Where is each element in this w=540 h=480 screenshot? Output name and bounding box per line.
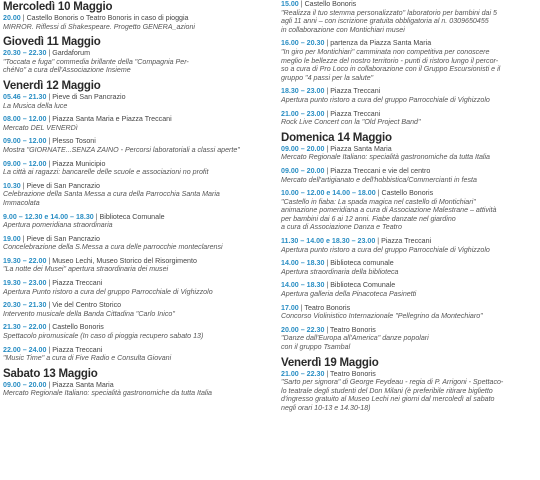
event-item [281,145,537,162]
event-meta [3,213,271,222]
event-meta [3,182,271,191]
event-place: Castello Bonoris [381,189,434,198]
event-place: Piazza Municipio [52,159,106,168]
event-place: Castello Bonoris [52,323,104,332]
event-time: 9.00 – 12.30 e 14.00 – 18.30 [3,212,94,221]
separator: | [324,144,331,153]
event-meta [3,93,271,102]
separator: | [46,279,53,288]
event-description-line: con il gruppo Tsambal [281,343,351,351]
event-time: 21.00 – 23.00 [281,109,325,118]
event-item [281,0,537,34]
separator: | [324,259,331,268]
event-description-line: negli orari 10-13 e 14.30-18) [281,403,371,412]
separator: | [46,115,53,124]
event-description-line: Mercato Regionale Italiano: specialità gastronomiche da tutta Italia [3,389,212,398]
event-time: 16.00 – 20.30 [281,39,325,48]
event-description-line: chéNo" a cura dell'Associazione Insieme [3,66,131,75]
separator: | [46,256,53,265]
separator: | [46,380,53,389]
event-item [281,237,537,254]
event-description-line: Apertura pomeridiana straordinaria [3,221,113,230]
event-place: Biblioteca Comunale [330,281,396,290]
event-meta [281,87,537,96]
event-description-line: Rock Live Concert con la "Old Project Band" [281,118,421,127]
event-meta [3,137,271,146]
event-place: Museo Lechi, Museo Storico del Risorgimento [52,256,197,265]
separator: | [20,181,27,190]
event-description-line: Apertura galleria della Pinacoteca Pasinetti [281,290,417,299]
event-time: 19.00 [3,234,21,243]
event-description-line: "Danze dall'Europa all'America" danze popolari [281,334,429,343]
event-meta [281,281,537,290]
event-place: Castello Bonoris o Teatro Bonoris in caso di pioggia [26,14,189,22]
event-item [281,167,537,184]
program-column-left [3,0,271,403]
event-item [281,110,537,127]
event-description-line: d'ingresso gratuito al Museo Lechi nei giorni dal mercoledì al sabato [281,395,495,404]
event-meta [281,304,537,313]
event-item [3,279,271,296]
separator: | [46,159,53,168]
event-description-line: per bambini dai 6 ai 12 anni. Fiabe danzate nel giardino [281,214,456,223]
separator: | [375,237,382,246]
event-description-line: Intervento musicale della Banda Cittadina "Carlo Inico" [3,309,175,318]
event-place: Pieve di San Pancrazio [52,92,126,101]
event-meta [281,370,537,379]
event-description-line: a cura di Associazione Danza e Teatro [281,223,402,232]
event-meta [3,115,271,124]
event-meta [281,110,537,119]
event-time: 09.00 – 12.00 [3,137,47,146]
event-meta [281,326,537,335]
event-item [281,370,537,413]
event-description-line: Celebrazione della Santa Messa a cura della Parrocchia Santa Maria [3,190,220,199]
event-description-line: Mercato dell'artigianato e dell'hobbistica/Commercianti in festa [281,175,477,184]
event-description-line: La città ai ragazzi: bancarelle delle scuole e associazioni no profit [3,168,209,177]
event-meta [281,237,537,246]
separator: | [46,49,53,58]
event-time: 11.30 – 14.00 e 18.30 – 23.00 [281,237,376,246]
event-description-line: so a cura di Pro Loco in collaborazione con il Gruppo Escursionisti e il [281,65,501,74]
day-header: Domenica 14 Maggio [281,131,392,144]
event-time: 14.00 – 18.30 [281,281,325,290]
event-description-line: Concelebrazione della S.Messa a cura delle parrocchie monteclarensi [3,243,223,252]
event-place: Plesso Tosoni [52,137,96,146]
event-item [3,301,271,318]
event-place: Piazza Treccani [52,279,103,288]
event-description-line: "Realizza il tuo stemma personalizzato" laboratorio per bambini dai 5 [281,8,497,17]
event-item [3,49,271,75]
program-column-right [281,0,537,418]
event-place: Piazza Santa Maria [52,380,114,389]
day-header: Mercoledì 10 Maggio [3,1,113,13]
event-description-line: meglio le bellezze del nostro territorio - punti di ristoro lungo il percor- [281,56,499,65]
event-item [281,259,537,276]
separator: | [324,166,331,175]
event-description-line: Apertura straordinaria della biblioteca [281,267,399,276]
event-description-line: animazione pomeridiana a cura di Associazione Malestrane – attività [281,206,497,215]
event-place: Pieve di San Pancrazio [26,181,100,190]
separator: | [324,281,331,290]
event-item [281,304,537,321]
separator: | [298,0,305,8]
event-item [281,87,537,104]
event-time: 17.00 [281,303,299,312]
event-time: 20.30 – 22.30 [3,49,47,58]
event-time: 09.00 – 20.00 [281,166,325,175]
separator: | [20,234,27,243]
event-description-line: "Sarto per signora" di George Feydeau - regia di P. Arrigoni - Spettaco- [281,378,504,387]
separator: | [375,189,382,198]
event-description-line: Apertura punto ristoro a cura del gruppo Parrocchiale di Vighizzolo [281,245,490,254]
separator: | [324,325,331,334]
separator: | [46,137,53,146]
event-description-line: Apertura Punto ristoro a cura del gruppo Parrocchiale di Vighizzolo [3,287,213,296]
event-description-line: Mercato DEL VENERDì [3,123,78,132]
event-item [281,326,537,352]
separator: | [324,39,331,48]
event-place: Piazza Santa Maria [330,144,392,153]
event-place: Vie del Centro Storico [52,301,122,310]
separator: | [46,345,53,354]
event-place: Piazza Treccani [52,345,103,354]
event-description-line: "Castello in fiaba: La spada magica nel castello di Montichiari" [281,197,476,206]
event-meta [281,0,537,9]
event-description-line: in collaborazione con Montichiari musei [281,25,405,34]
event-time: 10.30 [3,181,21,190]
event-item [281,39,537,82]
event-meta [3,14,271,23]
event-meta [281,259,537,268]
event-description-line: "In giro per Montichiari" camminata non competitiva per conoscere [281,47,490,56]
event-time: 09.00 – 20.00 [3,380,47,389]
separator: | [46,301,53,310]
event-time: 10.00 – 12.00 e 14.00 – 18.00 [281,189,376,198]
event-description-line: "Toccata e fuga" commedia brillante della "Compagnia Per- [3,57,189,66]
event-item [3,381,271,398]
event-description-line: MIRROR. Riflessi di Shakespeare. Progetto GENERA_azioni [3,22,196,31]
separator: | [46,323,53,332]
event-time: 20.30 – 21.30 [3,301,47,310]
event-item [3,137,271,154]
event-place: Biblioteca Comunale [99,212,165,221]
event-place: Piazza Treccani [330,87,381,96]
event-time: 20.00 – 22.30 [281,325,325,334]
event-item [3,182,271,208]
event-meta [3,160,271,169]
event-meta [3,257,271,266]
event-description-line: agli 11 anni – con iscrizione gratuita obbligatoria al n. 0309650455 [281,17,489,26]
separator: | [324,109,331,118]
event-meta [281,189,537,198]
event-item [3,115,271,132]
separator: | [46,92,53,101]
event-place: Piazza Santa Maria e Piazza Treccani [52,115,172,124]
event-item [3,346,271,363]
event-description-line: Mostra "GIORNATE...SENZA ZAINO - Percorsi laboratoriali a classi aperte" [3,145,240,154]
event-time: 18.30 – 23.00 [281,87,325,96]
event-meta [3,235,271,244]
separator: | [93,212,100,221]
event-meta [3,301,271,310]
event-time: 19.30 – 23.00 [3,279,47,288]
event-meta [281,39,537,48]
event-place: Gardaforum [52,49,91,58]
separator: | [20,14,27,22]
event-description-line: Immacolata [3,198,40,207]
event-description-line: Concorso Violinistico Internazionale "Pellegrino da Montechiaro" [281,312,483,321]
event-meta [3,49,271,58]
event-time: 05.46 – 21.30 [3,92,47,101]
separator: | [324,369,331,378]
event-description-line: "Music Time" a cura di Five Radio e Consulta Giovani [3,354,172,363]
event-time: 08.00 – 12.00 [3,115,47,124]
event-item [3,235,271,252]
event-meta [3,279,271,288]
event-time: 14.00 – 18.30 [281,259,325,268]
event-item [281,189,537,232]
event-meta [281,145,537,154]
event-place: Piazza Treccani [381,237,432,246]
event-place: Teatro Bonoris [304,303,351,312]
event-place: Teatro Bonoris [330,325,376,334]
event-item [3,213,271,230]
event-time: 22.00 – 24.00 [3,345,47,354]
event-time: 21.00 – 22.30 [281,369,325,378]
event-description-line: La Musica della luce [3,101,68,110]
event-meta [3,381,271,390]
event-time: 15.00 [281,0,299,8]
event-item [3,160,271,177]
event-place: Biblioteca comunale [330,259,394,268]
event-meta [3,346,271,355]
event-description-line: lo teatrale degli studenti del Don Milani (è preferibile ritirare biglietto [281,386,493,395]
event-description-line: gruppo "4 passi per la salute" [281,73,374,82]
day-header: Sabato 13 Maggio [3,367,98,380]
event-place: Castello Bonoris [304,0,357,8]
event-time: 20.00 [3,14,21,22]
event-place: partenza da Piazza Santa Maria [330,39,432,48]
event-place: Pieve di San Pancrazio [26,234,100,243]
event-item [3,323,271,340]
event-place: Piazza Treccani e vie del centro [330,166,431,175]
event-description-line: Mercato Regionale Italiano: specialità gastronomiche da tutta Italia [281,153,490,162]
event-place: Teatro Bonoris [330,369,376,378]
event-item [3,93,271,110]
event-time: 19.30 – 22.00 [3,256,47,265]
event-meta [281,167,537,176]
event-description-line: "La notte dei Musei" apertura straordinaria dei musei [3,265,169,274]
event-place: Piazza Treccani [330,109,381,118]
event-item [3,14,271,31]
event-meta [3,323,271,332]
separator: | [324,87,331,96]
day-header: Venerdì 19 Maggio [281,356,379,369]
event-description-line: Apertura punto ristoro a cura del gruppo Parrocchiale di Vighizzolo [281,95,490,104]
day-header: Giovedì 11 Maggio [3,36,101,49]
event-item [3,257,271,274]
day-header: Venerdì 12 Maggio [3,79,101,92]
event-item [281,281,537,298]
event-time: 21.30 – 22.00 [3,323,47,332]
event-description-line: Spettacolo piromusicale (In caso di pioggia recupero sabato 13) [3,332,204,341]
separator: | [298,303,305,312]
event-time: 09.00 – 12.00 [3,159,47,168]
event-time: 09.00 – 20.00 [281,144,325,153]
